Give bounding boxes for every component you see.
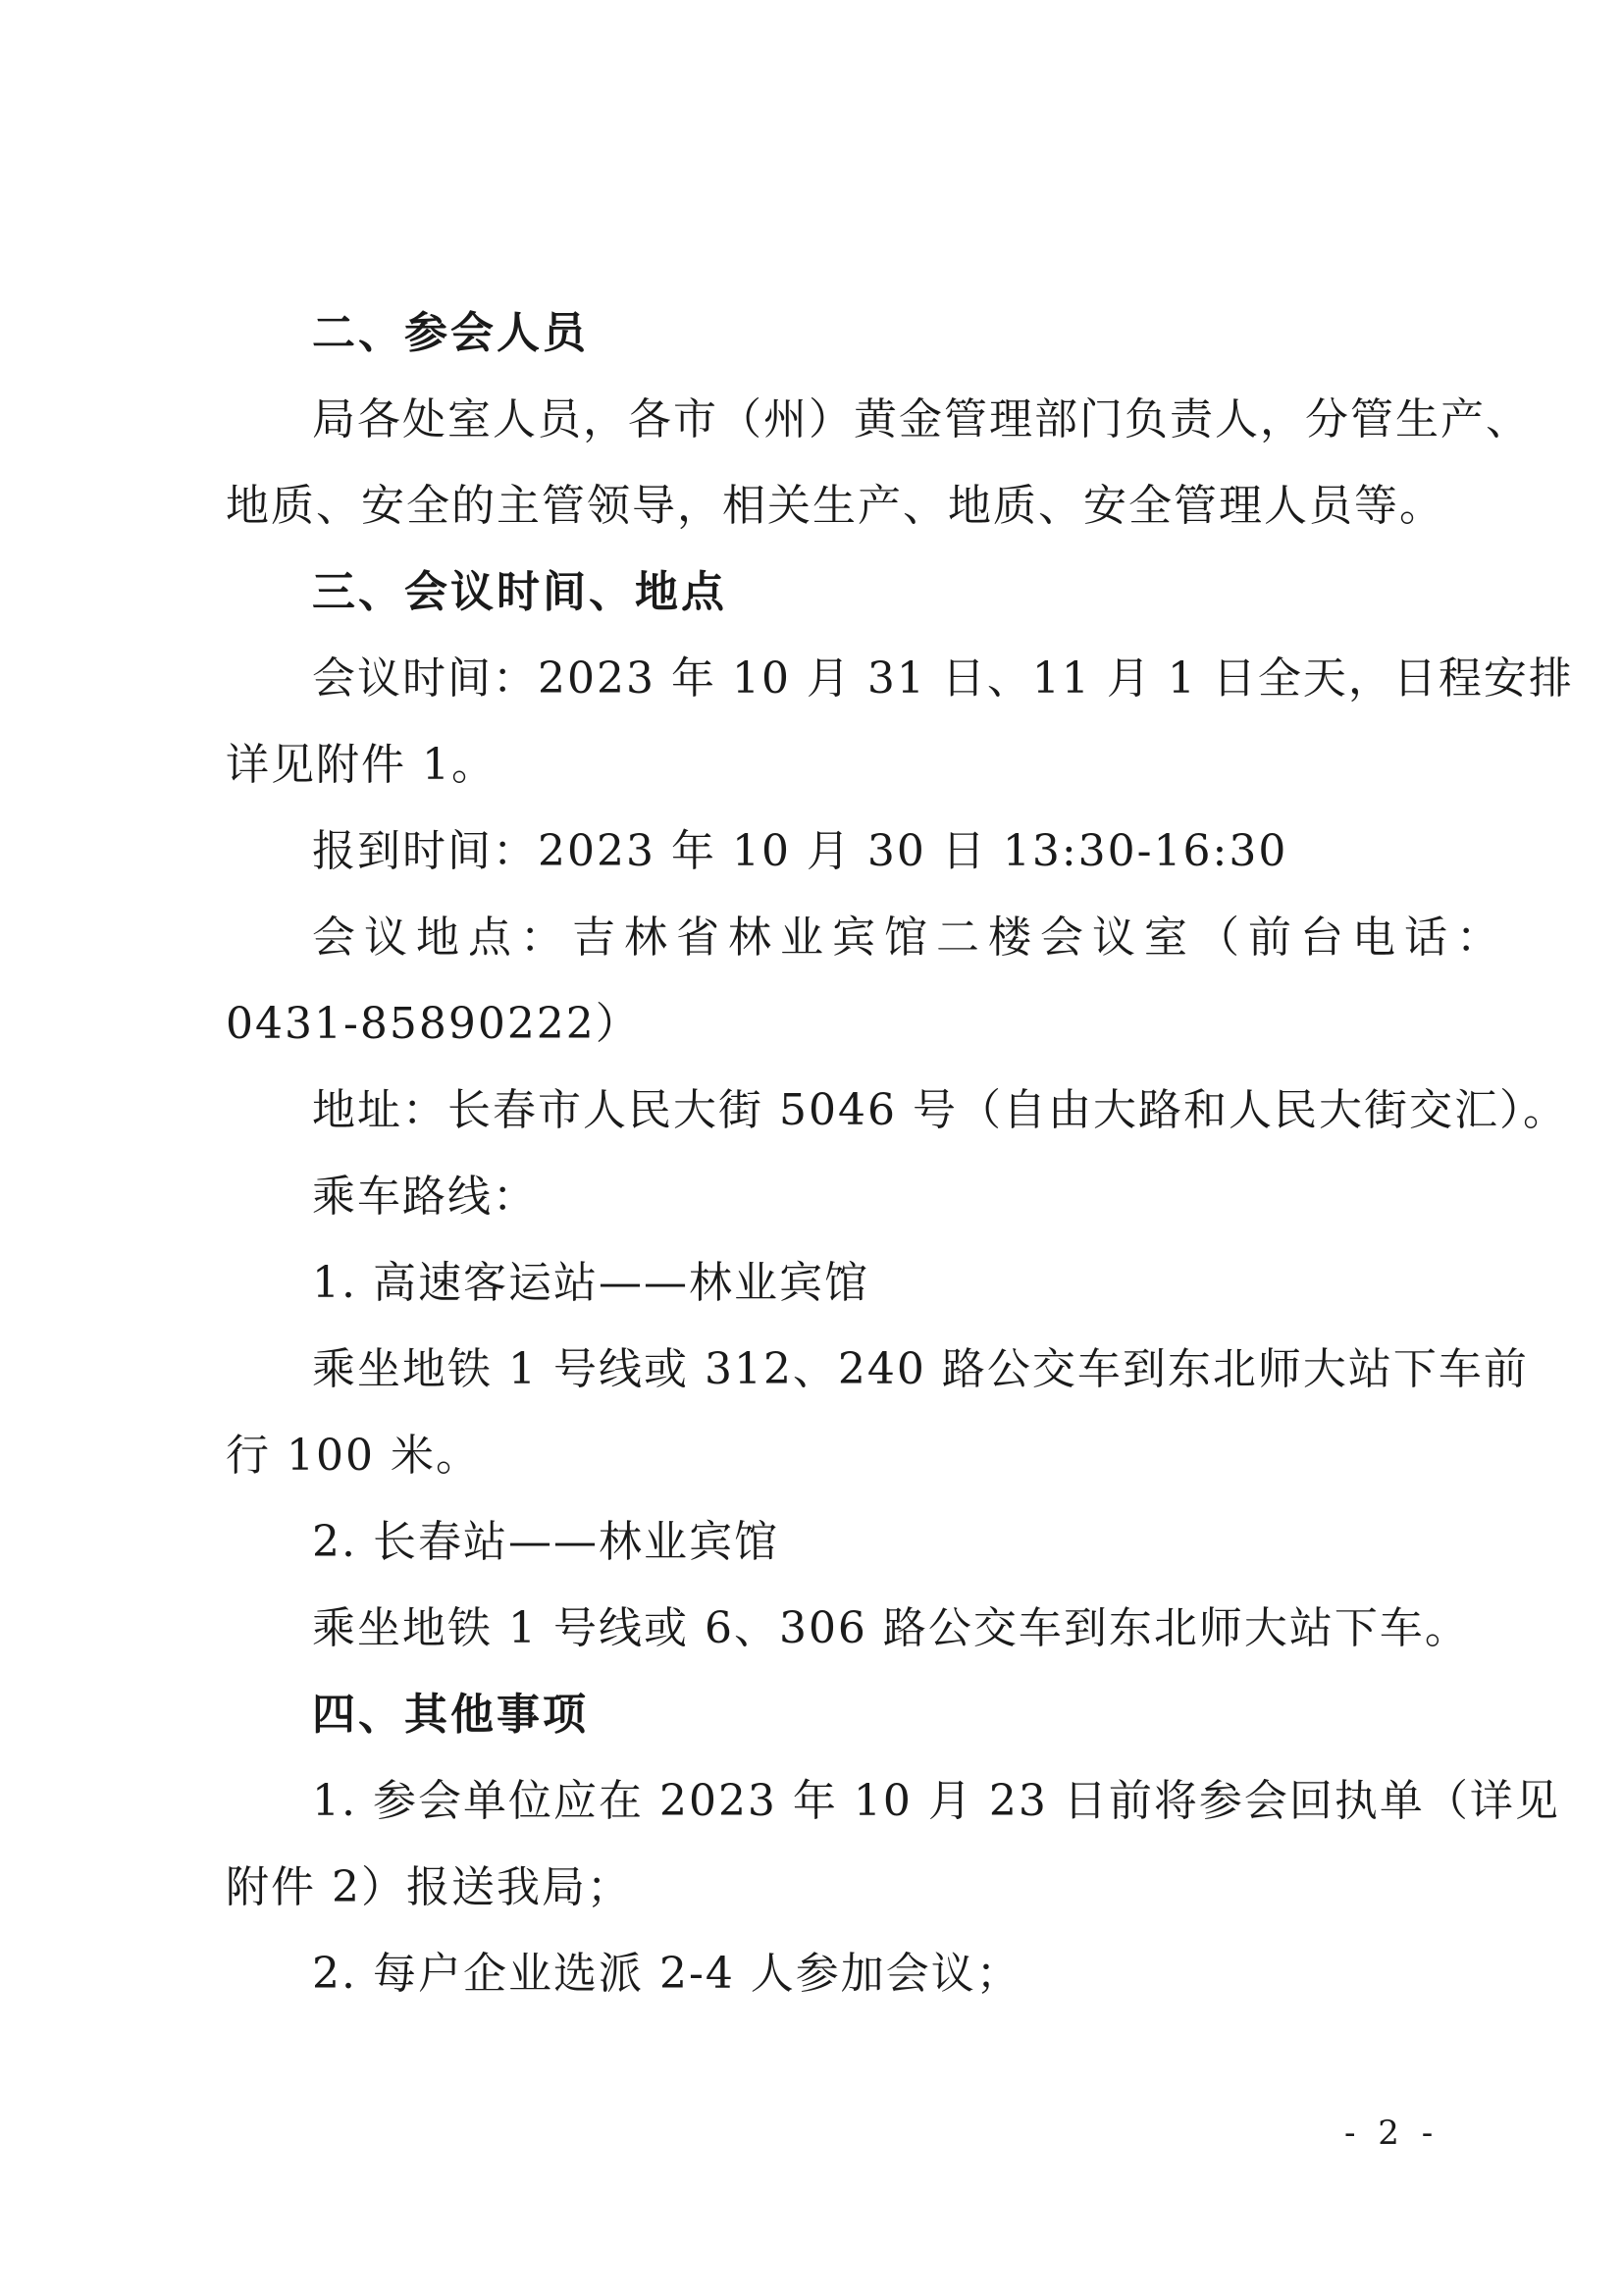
meeting-time-line-1: 会议时间：2023 年 10 月 31 日、11 月 1 日全天，日程安排: [312, 653, 1574, 704]
section-2-paragraph-line-1: 局各处室人员，各市（州）黄金管理部门负责人，分管生产、: [312, 394, 1531, 444]
route-1-line-2: 行 100 米。: [226, 1431, 481, 1481]
other-item-2: 2. 每户企业选派 2-4 人参加会议；: [312, 1949, 1021, 1999]
route-2-title: 2. 长春站——林业宾馆: [312, 1517, 779, 1567]
section-2-paragraph-line-2: 地质、安全的主管领导，相关生产、地质、安全管理人员等。: [226, 481, 1444, 531]
other-item-1-line-2: 附件 2）报送我局；: [226, 1862, 632, 1912]
page-number: - 2 -: [1344, 2113, 1440, 2153]
route-2-line-1: 乘坐地铁 1 号线或 6、306 路公交车到东北师大站下车。: [312, 1603, 1470, 1653]
route-1-line-1: 乘坐地铁 1 号线或 312、240 路公交车到东北师大站下车前: [312, 1344, 1529, 1394]
routes-title: 乘车路线：: [312, 1172, 538, 1222]
section-3-heading: 三、会议时间、地点: [312, 567, 727, 617]
registration-time: 报到时间：2023 年 10 月 30 日 13:30-16:30: [312, 826, 1288, 876]
other-item-1-line-1: 1. 参会单位应在 2023 年 10 月 23 日前将参会回执单（详见: [312, 1776, 1560, 1826]
venue-address: 地址：长春市人民大街 5046 号（自由大路和人民大街交汇）。: [312, 1085, 1568, 1135]
route-1-title: 1. 高速客运站——林业宾馆: [312, 1258, 869, 1308]
venue-line-1: 会议地点：吉林省林业宾馆二楼会议室（前台电话：: [312, 913, 1508, 963]
venue-phone-line: 0431-85890222）: [226, 999, 641, 1049]
section-4-heading: 四、其他事项: [312, 1690, 589, 1740]
meeting-time-line-2: 详见附件 1。: [226, 740, 497, 790]
section-2-heading: 二、参会人员: [312, 308, 589, 358]
